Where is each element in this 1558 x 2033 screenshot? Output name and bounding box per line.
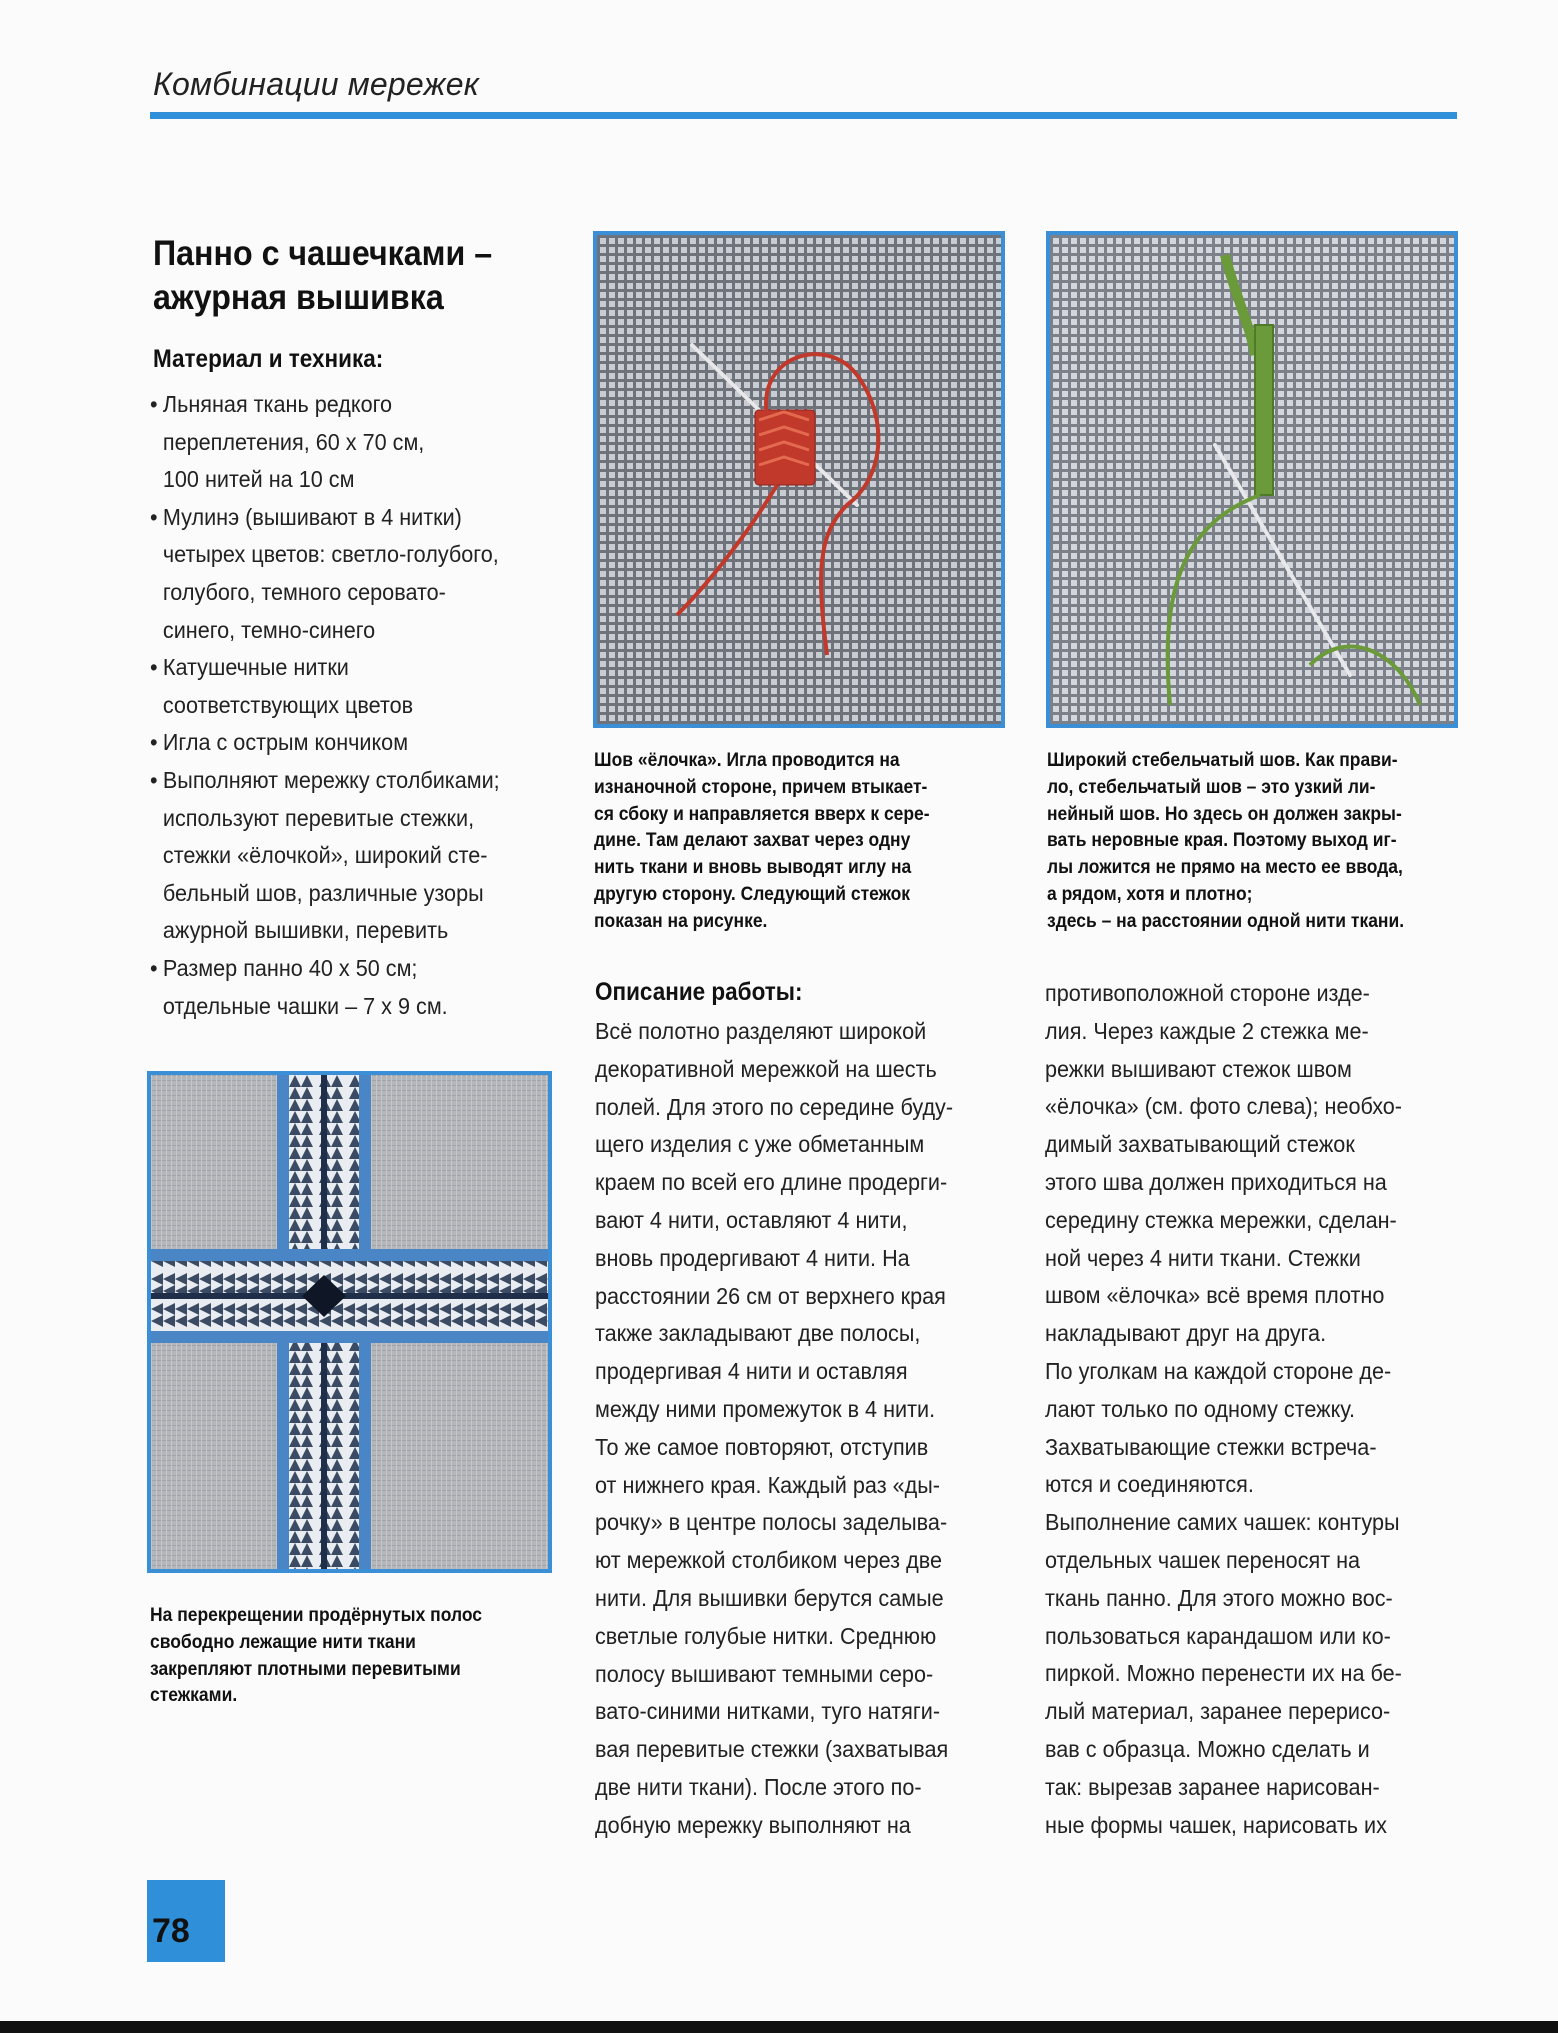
description-column-1: Всё полотно разделяют широкой декоративной мережкой на шесть полей. Для этого по середине буду- щего изделия с уже обметанным краем по всей его длине продерги- вают 4 нити, оставляют 4 нити, вновь продергивают 4 нити. На расстоянии 26 см от верхнего края также закладывают две полосы, продергивая 4 нити и оставляя между ними промежуток в 4 нити. То же самое повторяют, отступив от нижнего края. Каждый раз «ды- рочку» в центре полосы заделыва- ют мережкой столбиком через две нити. Для вышивки берутся самые светлые голубые нитки. Среднюю полосу вышивают темными серо- вато-синими нитками, туго натяги- вая перевитые стежки (захватывая две нити ткани). После этого по- добную мережку выполняют на [595,1018,954,1838]
article-title-line1: Панно с чашечками – [153,234,493,273]
page-number: 78 [152,1912,190,1950]
caption-herringbone: Шов «ёлочка». Игла проводится на изнаночной стороне, причем втыкает- ся сбоку и направляется вверх к сере- дине. Там делают захват через одну нить ткани и вновь выводят иглу на другую сторону. Следующий стежок показан на рисунке. [594,750,930,932]
article-title-line2: ажурная вышивка [153,278,444,317]
materials-heading: Материал и техника: [153,345,384,373]
bottom-edge [0,2021,1558,2033]
materials-item: • Размер панно 40 x 50 см; отдельные чашки – 7 x 9 см. [150,954,448,1019]
description-column-2: противоположной стороне изде- лия. Через каждые 2 стежка ме- режки вышивают стежок швом «ёлочка» (см. фото слева); необхо- димый захватывающий стежок этого шва должен приходиться на середину стежка мережки, сделан- ной через 4 нити ткани. Стежки швом «ёлочка» всё время плотно накладывают друг на друга. По уголкам на каждой стороне де- лают только по одному стежку. Захватывающие стежки встреча- ются и соединяются. Выполнение самих чашек: контуры отдельных чашек переносят на ткань панно. Для этого можно вос- пользоваться карандашом или ко- пиркой. Можно перенести их на бе- лый материал, заранее перерисо- вав с образца. Можно сделать и так: вырезав заранее нарисован- ные формы чашек, нарисовать их [1045,980,1403,1838]
photo-openwork-cross [147,1071,552,1573]
caption-stem-stitch: Широкий стебельчатый шов. Как прави- ло, стебельчатый шов – это узкий ли- нейный шов. Но здесь он должен закры- вать неровные края. Поэтому выход иг- лы ложится не прямо на место ее ввода, а рядом, хотя и плотно; здесь – на расстоянии одной нити ткани. [1047,750,1405,932]
caption-openwork-cross: На перекрещении продёрнутых полос свободно лежащие нити ткани закрепляют плотными перевитыми стежками. [150,1605,482,1707]
photo-herringbone-stitch [593,231,1005,728]
materials-item: • Катушечные нитки соответствующих цветов [150,654,414,718]
running-header: Комбинации мережек [153,66,480,102]
materials-item: • Выполняют мережку столбиками; используют перевитые стежки, стежки «ёлочкой», широкий сте- бельный шов, различные узоры ажурной вышивки, перевить [150,766,500,944]
article-title [153,232,539,320]
materials-item: • Льняная ткань редкого переплетения, 60 x 70 см, 100 нитей на 10 см [150,391,425,493]
description-heading: Описание работы: [595,978,803,1006]
materials-item: • Мулинэ (вышивают в 4 нитки) четырех цветов: светло-голубого, голубого, темного серовато- синего, темно-синего [150,503,499,643]
header-rule [150,112,1457,119]
materials-item: • Игла с острым кончиком [150,729,409,756]
photo-stem-stitch [1046,231,1458,728]
materials-list [150,386,518,1025]
